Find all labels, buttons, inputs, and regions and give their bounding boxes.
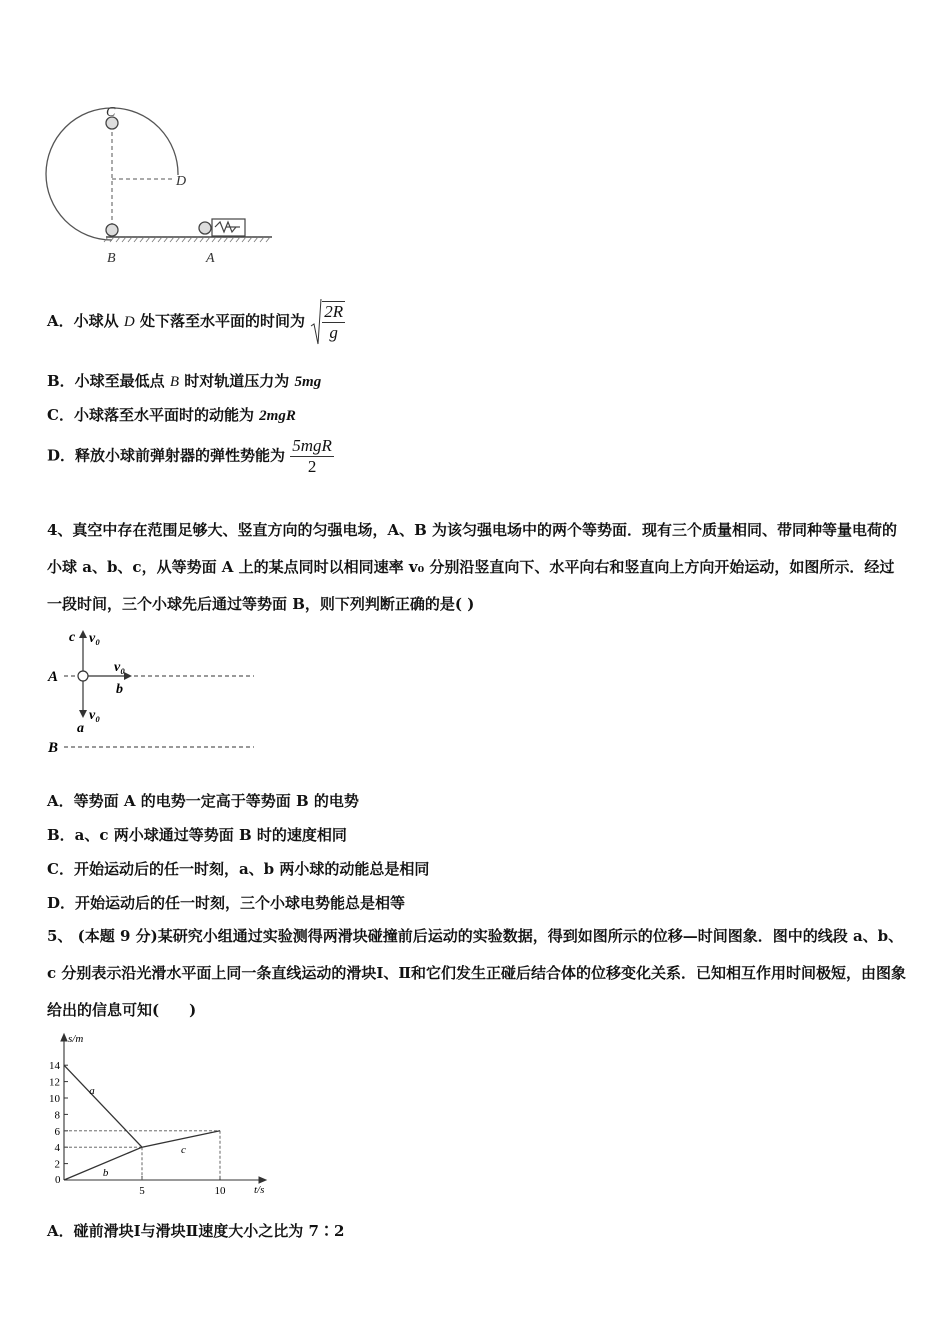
y-tick-label: 4 [54, 1142, 60, 1155]
series-label-b: b [102, 1166, 109, 1179]
label-b: B [107, 251, 116, 266]
q5-option-a[interactable]: A．碰前滑块Ⅰ与滑块Ⅱ速度大小之比为 7∶2 [47, 1222, 345, 1240]
spring-launcher [212, 219, 245, 236]
label-c: c [69, 630, 76, 645]
x-axis-label: t/s [254, 1184, 265, 1196]
q4-option-c[interactable]: C．开始运动后的任一时刻，a、b 两小球的动能总是相同 [47, 860, 430, 878]
q3-option-a[interactable]: A．小球从 D 处下落至水平面的时间为 $\frac{2R}{g}$ [47, 298, 345, 346]
q3-option-c[interactable]: C．小球落至水平面时的动能为 2mgR [47, 406, 296, 424]
q5-stem: 5、 (本题 9 分)某研究小组通过实验测得两滑块碰撞前后运动的实验数据，得到如图所示的位移—时间图象．图中的线段 a、b、c 分别表示沿光滑水平面上同一条直线运动的滑块Ⅰ、Ⅱ和它们发生正碰后结合体的位移变化关系．已知相互作用时间极短，由图象给出的信息可知( ) [47, 927, 907, 1019]
y-tick-label: 8 [54, 1109, 60, 1122]
label-c: C [106, 105, 116, 120]
q3-option-b[interactable]: B．小球至最低点 B 时对轨道压力为 5mg [47, 372, 322, 390]
label-v0-up: v₀ [89, 631, 101, 646]
origin-label: 0 [55, 1174, 61, 1186]
label-surface-b: B [48, 740, 59, 756]
displacement-time-chart [40, 1032, 280, 1197]
y-tick-label: 6 [54, 1125, 60, 1138]
y-tick-label: 12 [49, 1076, 60, 1089]
q4-option-a[interactable]: A．等势面 A 的电势一定高于等势面 B 的电势 [47, 792, 359, 810]
label-a: a [77, 721, 84, 736]
label-d: D [176, 174, 187, 189]
y-tick-label: 2 [54, 1158, 60, 1171]
ground-hatch [104, 237, 270, 242]
series-line-a [64, 1065, 142, 1147]
equipotential-figure [44, 622, 274, 762]
arrow-down [79, 710, 87, 718]
arrow-up [79, 630, 87, 638]
label-a: A [206, 251, 215, 266]
label-b: b [116, 682, 123, 697]
q3-option-d[interactable]: D．释放小球前弹射器的弹性势能为 $\frac{\text{5mgR}}{2}$ [47, 436, 332, 476]
ball-at-a [199, 222, 211, 234]
label-v0-down: v₀ [89, 708, 101, 723]
q4-stem: 4、真空中存在范围足够大、竖直方向的匀强电场，A、B 为该匀强电场中的两个等势面．现有三个质量相同、带同种等量电荷的小球 a、b、c，从等势面 A 上的某点同时以相同速率 v₀ 分别沿竖直向下、水平向右和竖直向上方向开始运动，如图所示．经过一段时间，三个小球先后通过等势面 B，则下列判断正确的是( ) [47, 521, 897, 613]
x-tick-label: 5 [139, 1185, 145, 1197]
x-axis-arrow [259, 1177, 266, 1183]
fraction-formula: $\frac{\text{5mgR}}{2}$ [292, 436, 332, 476]
radical-sign [310, 298, 322, 346]
arrow-right [124, 672, 132, 680]
series-label-a: a [89, 1085, 95, 1097]
y-tick-label: 10 [49, 1093, 60, 1105]
start-point [78, 671, 88, 681]
y-axis-arrow [61, 1034, 67, 1041]
q4-option-b[interactable]: B．a、c 两小球通过等势面 B 时的速度相同 [47, 826, 347, 844]
label-v0-right: v₀ [114, 660, 126, 675]
label-surface-a: A [48, 669, 59, 685]
q4-option-d[interactable]: D．开始运动后的任一时刻，三个小球电势能总是相等 [47, 894, 406, 912]
loop-track-figure [40, 100, 280, 270]
sqrt-formula: $\frac{2R}{g}$ [310, 298, 345, 346]
series-label-c: c [181, 1144, 186, 1156]
ball-at-b [106, 224, 118, 236]
y-axis-label: s/m [68, 1033, 84, 1045]
x-tick-label: 10 [214, 1185, 226, 1197]
y-tick-label: 14 [49, 1060, 60, 1073]
